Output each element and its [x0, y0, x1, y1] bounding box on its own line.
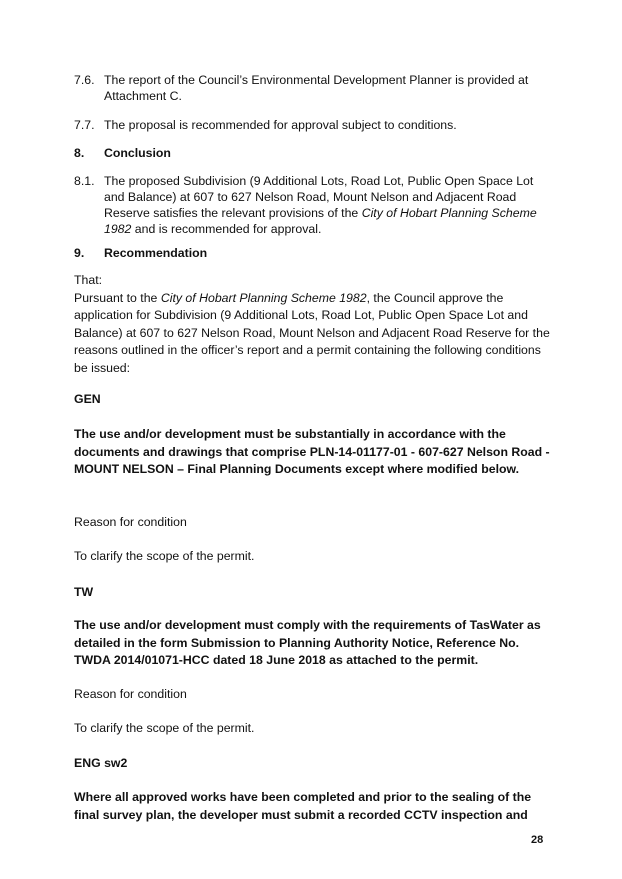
paragraph-number: 8.1.	[74, 174, 95, 188]
reason-label: Reason for condition	[74, 515, 187, 529]
heading-conclusion	[74, 145, 171, 161]
paragraph-text: The report of the Council’s Environmental Development Planner is provided at Attachment C.	[104, 73, 529, 103]
paragraph-8-1	[74, 173, 550, 237]
paragraph-text: The proposed Subdivision (9 Additional Lots, Road Lot, Public Open Space Lot and Balance) at 607 to 627 Nelson Road, Mount Nelson and Adjacent Road Reserve satisfies the relevant provisions of the City of Hobart Planning Scheme 1982 and is recommended for approval.	[104, 174, 537, 236]
reason-text: To clarify the scope of the permit.	[74, 721, 255, 735]
scheme-name: City of Hobart Planning Scheme 1982	[104, 206, 537, 236]
heading-number: 9.	[74, 246, 85, 260]
paragraph-7-6	[74, 72, 550, 104]
scheme-name: City of Hobart Planning Scheme 1982	[160, 290, 367, 305]
condition-text-gen: The use and/or development must be substantially in accordance with the documents and drawings that comprise PLN-14-01177-01 - 607-627 Nelson Road - MOUNT NELSON – Final Planning Documents except where modified below.	[74, 427, 550, 476]
condition-code-tw: TW	[74, 585, 94, 599]
that-label: That:	[74, 273, 103, 287]
recommendation-text: Pursuant to the City of Hobart Planning Scheme 1982, the Council approve the application for Subdivision (9 Additional Lots, Road Lot, Public Open Space Lot and Balance) at 607 to 627 Nelson Road, Mount Nelson and Adjacent Road Reserve for the reasons outlined in the officer’s report and a permit containing the following conditions be issued:	[74, 290, 550, 375]
heading-recommendation	[74, 245, 207, 261]
condition-text-tw: The use and/or development must comply with the requirements of TasWater as detailed in the form Submission to Planning Authority Notice, Reference No. TWDA 2014/01071-HCC dated 18 June 2018 as attached to the permit.	[74, 618, 541, 667]
heading-title: Conclusion	[104, 146, 171, 160]
recommendation-body	[74, 272, 550, 377]
paragraph-number: 7.6.	[74, 73, 95, 87]
heading-number: 8.	[74, 146, 85, 160]
page-number: 28	[531, 834, 544, 846]
paragraph-number: 7.7.	[74, 118, 95, 132]
heading-title: Recommendation	[104, 246, 208, 260]
paragraph-text: The proposal is recommended for approval subject to conditions.	[104, 118, 457, 132]
condition-text-eng-sw2: Where all approved works have been completed and prior to the sealing of the final survey plan, the developer must submit a recorded CCTV inspection and	[74, 790, 532, 822]
condition-code-gen: GEN	[74, 392, 101, 406]
reason-label: Reason for condition	[74, 687, 187, 701]
condition-code-eng-sw2: ENG sw2	[74, 756, 128, 770]
reason-text: To clarify the scope of the permit.	[74, 549, 255, 563]
paragraph-7-7	[74, 117, 550, 133]
